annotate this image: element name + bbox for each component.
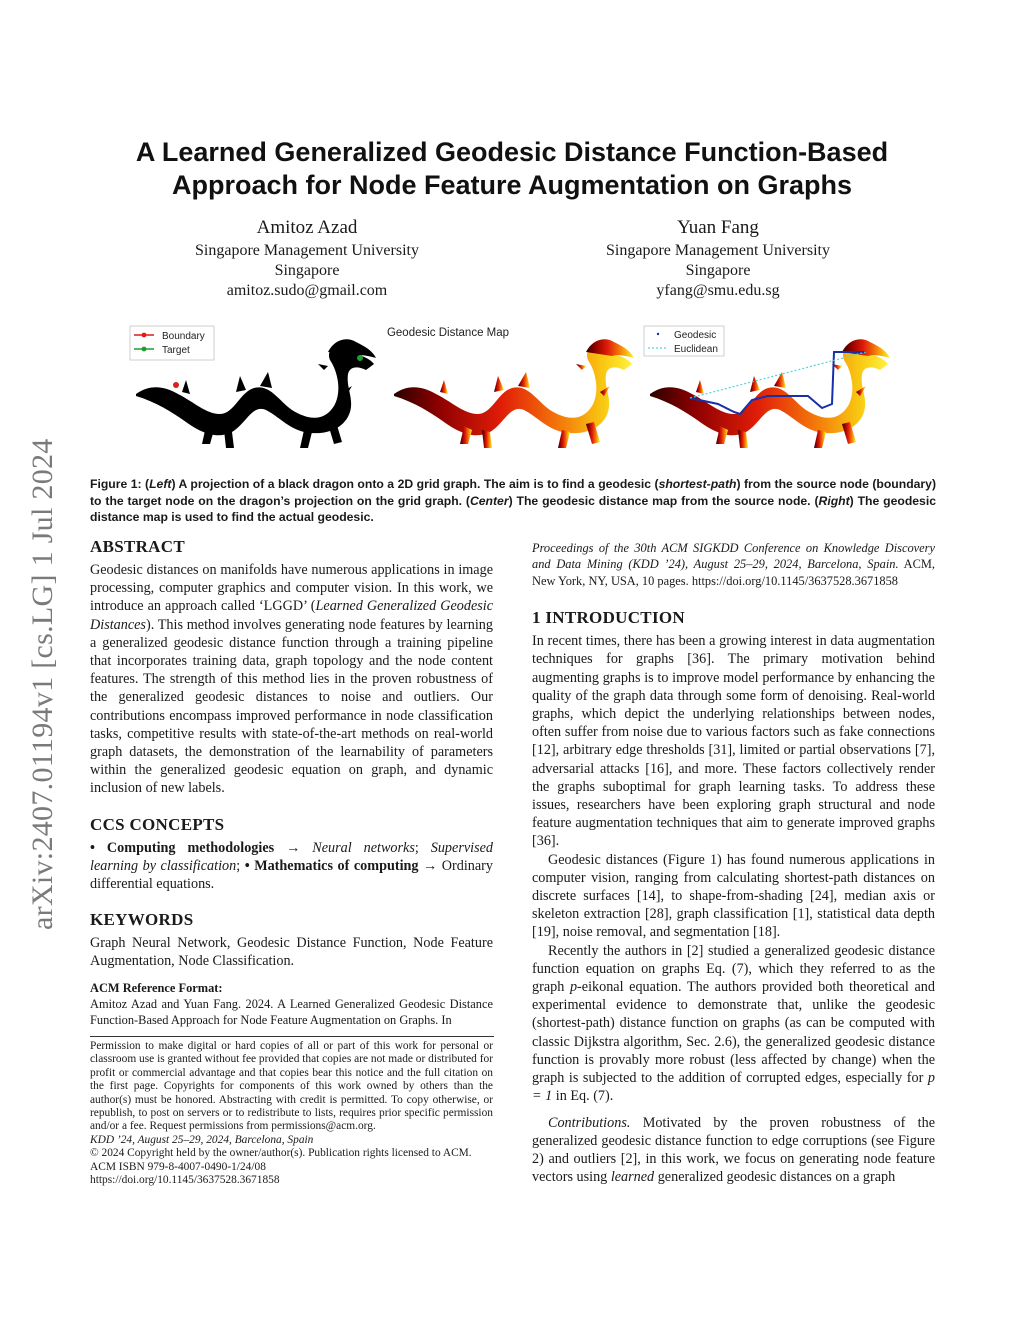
intro-p3: Recently the authors in [2] studied a generalized geodesic distance function equation on graphs Eq. (7), which they referred to as the graph p-eikonal equation. The authors provided both theoretical and experimental evidence to demonstrate that, unlike the geodesic (shortest-path) distance function on graphs (as can be computed with classic Dijkstra algorithm, Sec. 2.6), the generalized geodesic distance function is provably more robust (less affected by change) when the graph is subjected to the addition of corrupted edges, especially for p = 1 in Eq. (7). — [532, 942, 935, 1105]
legend-target: Target — [162, 345, 190, 356]
center-title: Geodesic Distance Map — [386, 327, 510, 339]
intro-contributions: Contributions. Motivated by the proven robustness of the generalized geodesic distance function to edge corruptions (see Figure 2) and outliers [2], in this work, we focus on generating node feature vectors using learned generalized geodesic distances on a graph — [532, 1114, 935, 1186]
intro-p1: In recent times, there has been a growing interest in data augmentation techniques for graphs [36]. The primary motivation behind augmenting graphs is to improve model performance by enhancing the quality of the graph data through some form of denoising. Real-world graphs, which depict the underlying relationships between nodes, often suffer from noise due to various factors such as fake connections [12], arbitrary edge thresholds [31], limited or partial observations [7], adversarial attacks [16], and more. These factors collectively render the graphs suboptimal for graph learning tasks. To address these issues, researchers have been exploring graph structural and node feature augmentation techniques that aim to generate improved graphs [36]. — [532, 633, 935, 850]
figure-1 — [128, 322, 898, 460]
permission-conf: KDD ’24, August 25–29, 2024, Barcelona, Spain — [90, 1133, 314, 1146]
keywords-text: Graph Neural Network, Geodesic Distance Function, Node Feature Augmentation, Node Classification. — [90, 935, 493, 970]
permission-doi[interactable]: https://doi.org/10.1145/3637528.3671858 — [90, 1174, 280, 1187]
proceedings-text: Proceedings of the 30th ACM SIGKDD Conference on Knowledge Discovery and Data Mining (KDD ’24), August 25–29, 2024, Barcelona, Spain. ACM, New York, NY, USA, 10 pages. https://doi.org/10.1145/3637528.3671858 — [532, 541, 935, 588]
author-email: yfang@smu.edu.sg — [656, 282, 780, 299]
author-block-2 — [538, 216, 898, 301]
figure-caption: Figure 1: (Left) A projection of a black dragon onto a 2D grid graph. The aim is to find a geodesic (shortest-path) from the source node (boundary) to the target node on the dragon’s projection on the grid graph. (Center) The geodesic distance map from the source node. (Right) The geodesic distance map is used to find the actual geodesic. — [90, 477, 937, 525]
target-point — [357, 355, 363, 361]
boundary-point — [173, 382, 179, 388]
author-country: Singapore — [274, 262, 340, 279]
author-affiliation: Singapore Management University — [606, 242, 830, 259]
legend-euclidean: Euclidean — [674, 344, 718, 355]
paper-title: A Learned Generalized Geodesic Distance Function-Based Approach for Node Feature Augmentation on Graphs — [135, 137, 889, 200]
ccs-text: • Computing methodologies → Neural networks; Supervised learning by classification; • Mathematics of computing → Ordinary differential equations. — [90, 839, 493, 893]
arxiv-stamp: arXiv:2407.01194v1 [cs.LG] 1 Jul 2024 — [26, 438, 59, 930]
keywords-heading: KEYWORDS — [90, 910, 194, 930]
permission-isbn: ACM ISBN 979-8-4007-0490-1/24/08 — [90, 1160, 266, 1173]
author-country: Singapore — [685, 262, 751, 279]
ccs-heading: CCS CONCEPTS — [90, 814, 225, 834]
author-name: Yuan Fang — [677, 217, 759, 238]
intro-heading: 1 INTRODUCTION — [532, 608, 685, 628]
right-column — [532, 540, 935, 1186]
acm-ref-heading: ACM Reference Format: — [90, 980, 223, 995]
author-block-1 — [127, 216, 487, 301]
intro-p2: Geodesic distances (Figure 1) has found numerous applications in computer vision, ranging from calculating shortest-path distances on discrete surfaces [14], to shape-from-shading [24], median axis or skeleton extraction [28], graph classification [1], statistical data depth [19], noise removal, and segmentation [18]. — [532, 851, 935, 941]
left-column — [90, 536, 493, 1028]
legend-boundary: Boundary — [162, 331, 205, 342]
abstract-heading: ABSTRACT — [90, 537, 185, 556]
legend-geodesic: Geodesic — [674, 330, 717, 341]
author-name: Amitoz Azad — [256, 217, 358, 238]
author-affiliation: Singapore Management University — [195, 242, 419, 259]
permission-block — [90, 1040, 493, 1187]
abstract-text: Geodesic distances on manifolds have numerous applications in image processing, computer graphics and computer vision. In this work, we introduce an approach called ‘LGGD’ (Learned Generalized Geodesic Distances). This method involves generating node features by learning a generalized geodesic distance function through a training pipeline that incorporates training data, graph topology and the node content features. The strength of this method lies in the proven robustness of the generalized geodesic distances to noise and outliers. Our contributions encompass improved performance in node classification tasks, competitive results with state-of-the-art methods on real-world graph datasets, the demonstration of the learnability of parameters within the generalized geodesic equation on graph, and dynamic inclusion of new labels. — [90, 562, 493, 797]
footnote-rule — [90, 1036, 494, 1037]
acm-ref-text: Amitoz Azad and Yuan Fang. 2024. A Learned Generalized Geodesic Distance Function-Based Approach for Node Feature Augmentation on Graphs. In — [90, 996, 493, 1027]
permission-text: Permission to make digital or hard copies of all or part of this work for personal or classroom use is granted without fee provided that copies are not made or distributed for profit or commercial advantage and that copies bear this notice and the full citation on the first page. Copyrights for components of this work owned by others than the author(s) must be honored. Abstracting with credit is permitted. To copy otherwise, or republish, to post on servers or to redistribute to lists, requires prior specific permission and/or a fee. Request permissions from permissions@acm.org. — [90, 1040, 493, 1133]
permission-copyright: © 2024 Copyright held by the owner/author(s). Publication rights licensed to ACM. — [90, 1147, 472, 1160]
dragon-heatmap — [394, 339, 634, 448]
author-email: amitoz.sudo@gmail.com — [226, 282, 388, 299]
